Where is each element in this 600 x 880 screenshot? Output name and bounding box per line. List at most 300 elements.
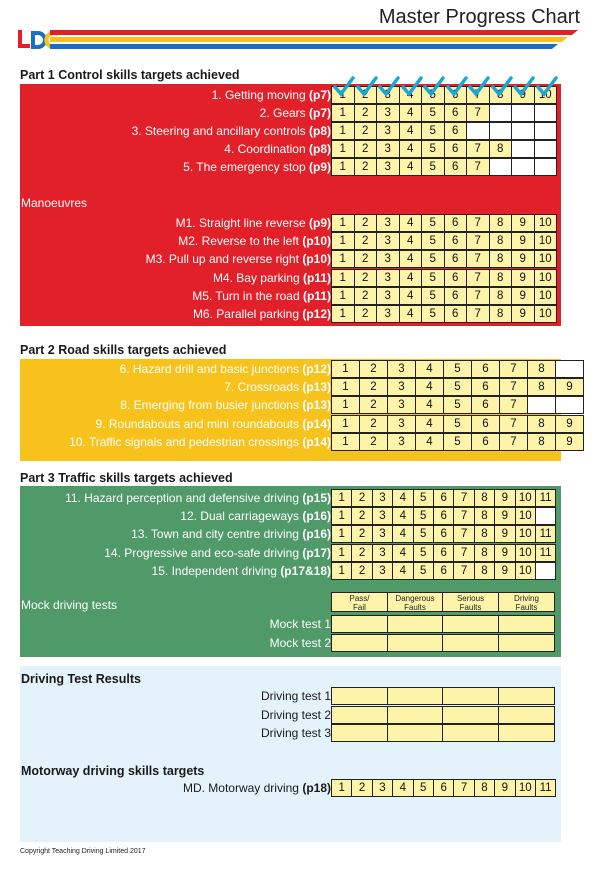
- entry-cell[interactable]: [499, 615, 555, 633]
- progress-cell[interactable]: 6: [445, 158, 468, 176]
- progress-cell[interactable]: 2: [355, 214, 378, 232]
- entry-cell[interactable]: [499, 687, 555, 705]
- progress-row: [20, 525, 561, 543]
- row-label: [183, 158, 331, 176]
- progress-cell[interactable]: 8: [490, 269, 513, 287]
- skill-name: 6. Hazard drill and basic junctions: [119, 362, 303, 376]
- progress-cell[interactable]: 9: [495, 562, 515, 580]
- progress-cell[interactable]: 1: [332, 158, 355, 176]
- progress-cell[interactable]: [512, 140, 535, 158]
- progress-cell[interactable]: 7: [467, 158, 490, 176]
- page-ref: (p12): [302, 362, 331, 376]
- skill-name: M1. Straight line reverse: [175, 216, 309, 230]
- progress-cell[interactable]: 4: [393, 525, 413, 543]
- skill-name: M5. Turn in the road: [192, 288, 303, 303]
- progress-cell[interactable]: 7: [500, 360, 528, 378]
- progress-cell[interactable]: 4: [416, 396, 444, 414]
- progress-cell[interactable]: 6: [445, 104, 468, 122]
- progress-cell[interactable]: [536, 562, 556, 580]
- progress-cell[interactable]: 7: [467, 305, 490, 323]
- progress-cell[interactable]: 3: [377, 104, 400, 122]
- progress-cell[interactable]: 10: [516, 562, 536, 580]
- entry-cell[interactable]: [332, 687, 388, 705]
- test-cells: [331, 634, 555, 652]
- progress-cell[interactable]: 2: [355, 140, 378, 158]
- progress-cell[interactable]: 4: [393, 489, 413, 507]
- progress-cell[interactable]: 3: [388, 360, 416, 378]
- mock-column-header: [388, 592, 443, 612]
- check-icon: [378, 76, 400, 98]
- progress-cell[interactable]: 7: [454, 544, 474, 562]
- progress-cell[interactable]: 2: [360, 360, 388, 378]
- header-line: Faults: [404, 603, 426, 612]
- progress-cell[interactable]: 10: [516, 779, 536, 797]
- progress-cell[interactable]: 2: [352, 562, 372, 580]
- progress-cell[interactable]: 3: [377, 250, 400, 268]
- progress-cell[interactable]: 8: [475, 489, 495, 507]
- progress-cell[interactable]: 5: [414, 489, 434, 507]
- progress-cell[interactable]: 6: [434, 562, 454, 580]
- progress-cell[interactable]: 8: [490, 305, 513, 323]
- progress-cell[interactable]: 7: [467, 250, 490, 268]
- progress-cell[interactable]: 2: [360, 378, 388, 396]
- progress-cell[interactable]: 1: [332, 214, 355, 232]
- progress-cell[interactable]: 1: [332, 269, 355, 287]
- progress-cell[interactable]: 1: [332, 232, 355, 250]
- progress-cell[interactable]: 2: [355, 232, 378, 250]
- progress-cell[interactable]: 6: [445, 140, 468, 158]
- progress-cell[interactable]: 6: [434, 507, 454, 525]
- progress-cell[interactable]: 7: [454, 562, 474, 580]
- progress-cell[interactable]: 3: [373, 489, 393, 507]
- progress-cell[interactable]: 2: [352, 489, 372, 507]
- progress-cell[interactable]: 7: [467, 232, 490, 250]
- progress-cell[interactable]: 6: [445, 86, 468, 104]
- progress-cell[interactable]: 3: [377, 214, 400, 232]
- progress-cell[interactable]: 5: [444, 360, 472, 378]
- progress-cell[interactable]: 4: [393, 507, 413, 525]
- progress-cell[interactable]: 1: [332, 86, 355, 104]
- progress-cell[interactable]: 10: [535, 214, 558, 232]
- progress-cell[interactable]: 1: [332, 562, 352, 580]
- progress-cell[interactable]: 3: [377, 269, 400, 287]
- progress-cell[interactable]: 9: [512, 305, 535, 323]
- progress-cell[interactable]: 7: [454, 507, 474, 525]
- progress-cell[interactable]: 4: [400, 140, 423, 158]
- progress-cell[interactable]: 10: [516, 507, 536, 525]
- progress-cell[interactable]: 3: [377, 287, 400, 305]
- progress-cell[interactable]: 6: [445, 305, 468, 323]
- progress-cell[interactable]: 3: [388, 415, 416, 433]
- progress-cell[interactable]: 2: [355, 122, 378, 140]
- progress-cell[interactable]: 9: [495, 489, 515, 507]
- progress-row: [20, 415, 573, 433]
- progress-cell[interactable]: 11: [536, 544, 556, 562]
- entry-cell[interactable]: [332, 706, 388, 724]
- progress-cell[interactable]: [512, 122, 535, 140]
- progress-cell[interactable]: 3: [377, 305, 400, 323]
- progress-cell[interactable]: 1: [332, 396, 360, 414]
- progress-cell[interactable]: [512, 158, 535, 176]
- progress-cell[interactable]: 5: [444, 396, 472, 414]
- progress-cell[interactable]: 9: [495, 507, 515, 525]
- progress-cell[interactable]: 8: [475, 562, 495, 580]
- progress-cell[interactable]: 6: [445, 232, 468, 250]
- entry-cell[interactable]: [388, 687, 443, 705]
- progress-cell[interactable]: 4: [400, 214, 423, 232]
- entry-cell[interactable]: [443, 687, 499, 705]
- progress-cell[interactable]: 8: [528, 378, 556, 396]
- entry-cell[interactable]: [499, 706, 555, 724]
- progress-cell[interactable]: 2: [355, 104, 378, 122]
- progress-cell[interactable]: 8: [475, 544, 495, 562]
- check-icon: [423, 76, 445, 98]
- check-icon: [401, 76, 423, 98]
- progress-cells: [331, 269, 557, 287]
- progress-cell[interactable]: 4: [393, 544, 413, 562]
- progress-cell[interactable]: 7: [467, 140, 490, 158]
- progress-cell[interactable]: 5: [422, 269, 445, 287]
- progress-cells: [331, 214, 557, 232]
- progress-cell[interactable]: [512, 104, 535, 122]
- test-row: [20, 706, 561, 724]
- progress-cell[interactable]: 6: [472, 415, 500, 433]
- header-line: Fail: [353, 603, 366, 612]
- page-ref: (p9): [309, 216, 331, 230]
- progress-cell[interactable]: [556, 360, 584, 378]
- skill-name: 3. Steering and ancillary controls: [131, 124, 309, 138]
- progress-cell[interactable]: 4: [400, 122, 423, 140]
- progress-cell[interactable]: 8: [490, 140, 513, 158]
- progress-cell[interactable]: 9: [512, 214, 535, 232]
- progress-cell[interactable]: 3: [373, 562, 393, 580]
- progress-cell[interactable]: [528, 396, 556, 414]
- progress-cell[interactable]: 9: [495, 779, 515, 797]
- progress-cell[interactable]: 3: [377, 122, 400, 140]
- progress-cell[interactable]: 10: [516, 544, 536, 562]
- entry-cell[interactable]: [443, 706, 499, 724]
- entry-cell[interactable]: [499, 634, 555, 652]
- progress-row: [20, 287, 561, 305]
- progress-cell[interactable]: 1: [332, 360, 360, 378]
- skill-name: 8. Emerging from busier junctions: [120, 398, 303, 413]
- progress-cell[interactable]: 2: [352, 525, 372, 543]
- progress-cell[interactable]: 5: [422, 122, 445, 140]
- progress-cell[interactable]: 5: [444, 433, 472, 451]
- progress-cell[interactable]: 11: [536, 489, 556, 507]
- results-title: Driving Test Results: [21, 672, 141, 686]
- progress-cell[interactable]: 8: [528, 360, 556, 378]
- progress-cell[interactable]: 8: [490, 86, 513, 104]
- progress-cell[interactable]: 1: [332, 525, 352, 543]
- entry-cell[interactable]: [388, 634, 443, 652]
- progress-cell[interactable]: 9: [556, 378, 584, 396]
- progress-cell[interactable]: 3: [388, 378, 416, 396]
- progress-cell[interactable]: [535, 122, 558, 140]
- progress-cell[interactable]: 1: [332, 415, 360, 433]
- progress-cell[interactable]: 8: [490, 250, 513, 268]
- progress-cell[interactable]: 5: [422, 305, 445, 323]
- progress-cell[interactable]: 1: [332, 779, 352, 797]
- progress-cell[interactable]: [467, 122, 490, 140]
- progress-cell[interactable]: 7: [500, 433, 528, 451]
- entry-cell[interactable]: [499, 724, 555, 742]
- progress-cell[interactable]: 5: [422, 86, 445, 104]
- skill-name: 4. Coordination: [224, 142, 309, 156]
- progress-cell[interactable]: 10: [516, 525, 536, 543]
- test-row: [20, 687, 561, 705]
- skill-name: 1. Getting moving: [211, 88, 309, 102]
- progress-cell[interactable]: 2: [355, 287, 378, 305]
- progress-cell[interactable]: 8: [475, 507, 495, 525]
- skill-name: 14. Progressive and eco-safe driving: [104, 545, 303, 560]
- page-ref: (p14): [302, 434, 331, 449]
- progress-cell[interactable]: 6: [434, 779, 454, 797]
- progress-cell[interactable]: [535, 104, 558, 122]
- progress-cell[interactable]: 1: [332, 287, 355, 305]
- progress-cell[interactable]: 7: [500, 396, 528, 414]
- progress-cell[interactable]: 6: [472, 360, 500, 378]
- progress-cell[interactable]: 3: [373, 525, 393, 543]
- progress-cell[interactable]: 1: [332, 104, 355, 122]
- progress-cell[interactable]: [490, 122, 513, 140]
- progress-cell[interactable]: 11: [536, 525, 556, 543]
- progress-cell[interactable]: 2: [352, 507, 372, 525]
- progress-cells: [331, 779, 556, 797]
- progress-cell[interactable]: 10: [535, 86, 558, 104]
- progress-cell[interactable]: 6: [472, 378, 500, 396]
- progress-cell[interactable]: 3: [377, 86, 400, 104]
- progress-cell[interactable]: 8: [475, 525, 495, 543]
- progress-cell[interactable]: 9: [556, 415, 584, 433]
- progress-cell[interactable]: 10: [535, 269, 558, 287]
- entry-cell[interactable]: [332, 615, 388, 633]
- progress-cell[interactable]: 7: [467, 214, 490, 232]
- entry-cell[interactable]: [332, 724, 388, 742]
- entry-cell[interactable]: [388, 724, 443, 742]
- entry-cell[interactable]: [388, 706, 443, 724]
- progress-cell[interactable]: 7: [500, 378, 528, 396]
- progress-cells: [331, 250, 557, 268]
- progress-cell[interactable]: 5: [444, 415, 472, 433]
- header-line: Driving: [514, 594, 539, 603]
- progress-cell[interactable]: 9: [512, 287, 535, 305]
- progress-cell[interactable]: 2: [355, 269, 378, 287]
- entry-cell[interactable]: [332, 634, 388, 652]
- progress-cell[interactable]: 9: [512, 269, 535, 287]
- progress-cell[interactable]: 5: [422, 158, 445, 176]
- progress-cell[interactable]: 4: [400, 86, 423, 104]
- progress-cell[interactable]: 3: [373, 544, 393, 562]
- progress-cell[interactable]: 8: [490, 287, 513, 305]
- progress-cell[interactable]: 2: [352, 544, 372, 562]
- progress-cell[interactable]: 5: [414, 544, 434, 562]
- progress-cell[interactable]: 9: [512, 250, 535, 268]
- progress-cell[interactable]: 6: [434, 489, 454, 507]
- progress-cell[interactable]: 3: [373, 507, 393, 525]
- page-ref: (p16): [302, 509, 331, 524]
- header-line: Faults: [459, 603, 482, 612]
- progress-cell[interactable]: 9: [512, 86, 535, 104]
- progress-cell[interactable]: 9: [495, 525, 515, 543]
- progress-cell[interactable]: 7: [467, 269, 490, 287]
- progress-cell[interactable]: 1: [332, 433, 360, 451]
- progress-cell[interactable]: 3: [377, 140, 400, 158]
- progress-cell[interactable]: 3: [388, 433, 416, 451]
- progress-cell[interactable]: 4: [400, 232, 423, 250]
- progress-cell[interactable]: 4: [400, 287, 423, 305]
- progress-cell[interactable]: 11: [536, 779, 556, 797]
- progress-cells: [331, 305, 557, 323]
- progress-cell[interactable]: 7: [467, 86, 490, 104]
- progress-cell[interactable]: 4: [393, 562, 413, 580]
- page-ref: (p9): [309, 160, 331, 174]
- progress-cell[interactable]: 3: [377, 232, 400, 250]
- row-label: [213, 269, 331, 287]
- progress-cell[interactable]: 8: [528, 433, 556, 451]
- progress-cells: [331, 122, 557, 140]
- progress-cell[interactable]: 4: [400, 158, 423, 176]
- progress-cell[interactable]: 6: [445, 122, 468, 140]
- progress-cell[interactable]: [535, 140, 558, 158]
- progress-cell[interactable]: 2: [355, 86, 378, 104]
- progress-cell[interactable]: [536, 507, 556, 525]
- row-label: [176, 214, 331, 232]
- progress-cell[interactable]: 4: [393, 779, 413, 797]
- progress-cell[interactable]: 7: [467, 287, 490, 305]
- row-label: [65, 489, 331, 507]
- header-line: Dangerous: [395, 594, 435, 603]
- progress-cell[interactable]: 5: [422, 104, 445, 122]
- row-label: [212, 86, 331, 104]
- progress-cell[interactable]: 5: [422, 232, 445, 250]
- progress-cell[interactable]: 3: [373, 779, 393, 797]
- progress-cell[interactable]: 6: [472, 433, 500, 451]
- part3-panel: [20, 486, 561, 657]
- progress-cell[interactable]: 4: [400, 250, 423, 268]
- progress-cell[interactable]: [556, 396, 584, 414]
- progress-cell[interactable]: 6: [434, 544, 454, 562]
- progress-cell[interactable]: 1: [332, 250, 355, 268]
- progress-cell[interactable]: 5: [422, 287, 445, 305]
- progress-cell[interactable]: 2: [360, 415, 388, 433]
- progress-cell[interactable]: 3: [377, 158, 400, 176]
- progress-cell[interactable]: 8: [490, 232, 513, 250]
- progress-cell[interactable]: 7: [467, 104, 490, 122]
- entry-cell[interactable]: [443, 724, 499, 742]
- mock-column-header: [443, 592, 499, 612]
- progress-cell[interactable]: 2: [360, 396, 388, 414]
- progress-cell[interactable]: 2: [355, 250, 378, 268]
- progress-cell[interactable]: 1: [332, 544, 352, 562]
- progress-cell[interactable]: 2: [355, 158, 378, 176]
- progress-cell[interactable]: 9: [495, 544, 515, 562]
- progress-cell[interactable]: 10: [535, 305, 558, 323]
- progress-cell[interactable]: 4: [416, 433, 444, 451]
- part1-panel: [20, 84, 561, 326]
- progress-cell[interactable]: [535, 158, 558, 176]
- progress-cell[interactable]: 1: [332, 140, 355, 158]
- page-ref: (p12): [302, 307, 331, 321]
- progress-cell[interactable]: 1: [332, 122, 355, 140]
- progress-cell[interactable]: 4: [416, 360, 444, 378]
- progress-cell[interactable]: 10: [535, 232, 558, 250]
- progress-cells: [331, 396, 584, 414]
- progress-cell[interactable]: 4: [400, 305, 423, 323]
- progress-cell[interactable]: 8: [475, 779, 495, 797]
- progress-cell[interactable]: 9: [556, 433, 584, 451]
- progress-cell[interactable]: 4: [400, 269, 423, 287]
- progress-cell[interactable]: 1: [332, 489, 352, 507]
- skill-name: M4. Bay parking: [212, 270, 303, 285]
- page-ref: (p14): [302, 416, 331, 431]
- progress-cell[interactable]: 6: [472, 396, 500, 414]
- progress-cell[interactable]: 6: [445, 250, 468, 268]
- progress-cell[interactable]: 5: [414, 779, 434, 797]
- entry-cell[interactable]: [388, 615, 443, 633]
- progress-cell[interactable]: 4: [416, 378, 444, 396]
- progress-cell[interactable]: 1: [332, 305, 355, 323]
- row-label: [178, 232, 331, 250]
- progress-cell[interactable]: 1: [332, 378, 360, 396]
- progress-cell[interactable]: 2: [360, 433, 388, 451]
- progress-cell[interactable]: 2: [352, 779, 372, 797]
- progress-cells: [331, 360, 584, 378]
- check-icon: [536, 76, 558, 98]
- progress-cell[interactable]: 5: [444, 378, 472, 396]
- progress-cell[interactable]: 1: [332, 507, 352, 525]
- progress-cell[interactable]: 7: [454, 489, 474, 507]
- progress-cell[interactable]: 10: [535, 250, 558, 268]
- skill-name: M3. Pull up and reverse right: [145, 252, 303, 267]
- progress-cell[interactable]: 6: [445, 214, 468, 232]
- row-label: [104, 544, 331, 562]
- progress-cell[interactable]: 8: [490, 214, 513, 232]
- page-ref: (p16): [302, 527, 331, 542]
- progress-cell[interactable]: 5: [422, 140, 445, 158]
- progress-cell[interactable]: 6: [445, 269, 468, 287]
- progress-cell[interactable]: 6: [434, 525, 454, 543]
- entry-cell[interactable]: [443, 634, 499, 652]
- progress-cell[interactable]: 3: [388, 396, 416, 414]
- progress-cell[interactable]: [490, 158, 513, 176]
- progress-cell[interactable]: 7: [454, 779, 474, 797]
- progress-cell[interactable]: 5: [414, 507, 434, 525]
- progress-cell[interactable]: 4: [416, 415, 444, 433]
- skill-name: 2. Gears: [259, 106, 309, 120]
- progress-cell[interactable]: [490, 104, 513, 122]
- copyright: Copyright Teaching Driving Limited 2017: [20, 848, 146, 855]
- progress-cell[interactable]: 10: [535, 287, 558, 305]
- progress-cell[interactable]: 10: [516, 489, 536, 507]
- progress-cell[interactable]: 5: [414, 562, 434, 580]
- entry-cell[interactable]: [443, 615, 499, 633]
- motorway-title: Motorway driving skills targets: [21, 764, 205, 778]
- progress-cell[interactable]: 5: [422, 250, 445, 268]
- progress-cell[interactable]: 2: [355, 305, 378, 323]
- mock-heading: Mock driving tests: [21, 598, 118, 612]
- progress-cell[interactable]: 5: [414, 525, 434, 543]
- check-icon: [491, 76, 513, 98]
- progress-cell[interactable]: 9: [512, 232, 535, 250]
- progress-cell[interactable]: 8: [528, 415, 556, 433]
- progress-cell[interactable]: 7: [454, 525, 474, 543]
- progress-cell[interactable]: 6: [445, 287, 468, 305]
- progress-cell[interactable]: 7: [500, 415, 528, 433]
- progress-cell[interactable]: 4: [400, 104, 423, 122]
- progress-row: [20, 214, 561, 232]
- progress-cell[interactable]: 5: [422, 214, 445, 232]
